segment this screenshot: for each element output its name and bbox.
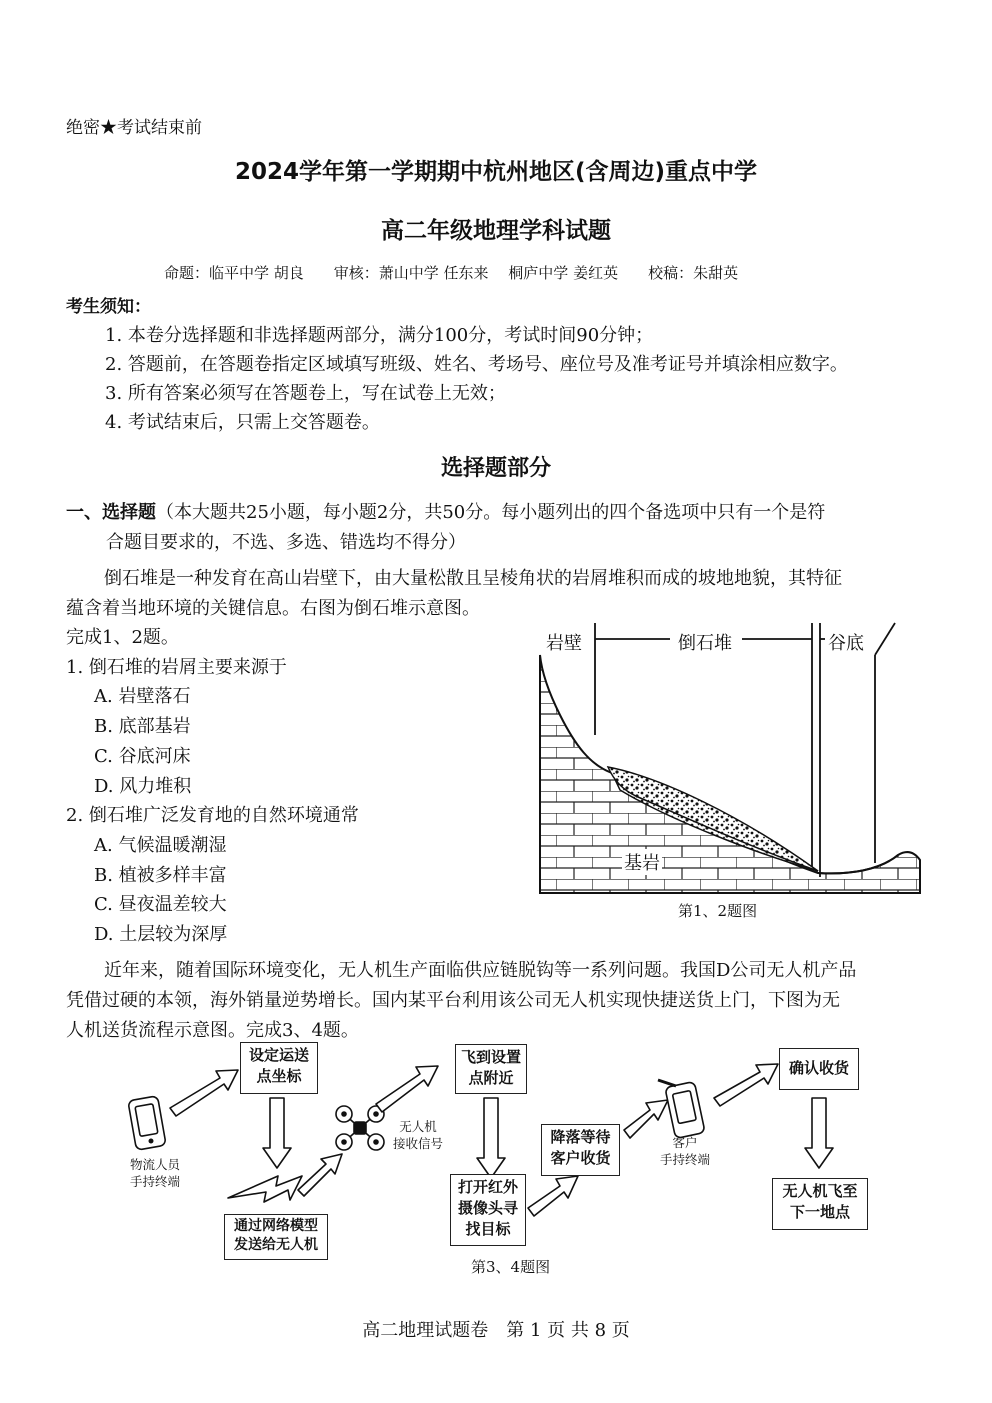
notice-item: 2. 答题前，在答题卷指定区域填写班级、姓名、考场号、座位号及准考证号并填涂相应数字。 <box>105 354 848 375</box>
passage-text: 倒石堆是一种发育在高山岩壁下，由大量松散且呈棱角状的岩屑堆积而成的坡地地貌，其特征 <box>104 568 842 589</box>
label-talus: 倒石堆 <box>678 629 732 655</box>
passage-text: 蕴含着当地环境的关键信息。右图为倒石堆示意图。 <box>66 598 480 619</box>
drone-icon <box>336 1106 384 1150</box>
step-send-network: 通过网络模型 发送给无人机 <box>224 1214 328 1260</box>
part-desc: （本大题共25小题，每小题2分，共50分。每小题列出的四个备选项中只有一个是符 <box>156 502 826 523</box>
fig1-caption: 第1、2题图 <box>678 902 758 920</box>
drone-receive-label: 无人机 接收信号 <box>392 1119 443 1151</box>
page-footer: 高二地理试题卷 第 1 页 共 8 页 <box>362 1320 630 1341</box>
option: D. 风力堆积 <box>94 776 192 797</box>
exam-title: 2024学年第一学期期中杭州地区(含周边)重点中学 <box>234 159 758 185</box>
phone-icon <box>658 1080 705 1139</box>
notice-heading: 考生须知： <box>66 297 151 317</box>
passage-text: 完成1、2题。 <box>66 627 179 648</box>
step-infrared-camera: 打开红外 摄像头寻 找目标 <box>450 1174 526 1246</box>
confidential-mark: 绝密★考试结束前 <box>66 118 202 138</box>
notice-item: 3. 所有答案必须写在答题卷上，写在试卷上无效； <box>105 383 506 404</box>
phone-icon <box>128 1096 166 1150</box>
customer-terminal-label: 客户 手持终端 <box>659 1135 710 1167</box>
part-intro <box>66 498 825 524</box>
part-desc-cont: 合题目要求的，不选、多选、错选均不得分） <box>106 532 466 553</box>
step-next-location: 无人机飞至 下一地点 <box>772 1178 868 1230</box>
label-cliff: 岩壁 <box>546 629 582 655</box>
logistics-terminal-label: 物流人员 手持终端 <box>129 1157 180 1189</box>
option: A. 气候温暖潮湿 <box>94 835 227 856</box>
option: A. 岩壁落石 <box>94 686 191 707</box>
question-stem: 2. 倒石堆广泛发育地的自然环境通常 <box>66 805 359 826</box>
option: C. 谷底河床 <box>94 746 191 767</box>
label-valley: 谷底 <box>828 629 864 655</box>
exam-subtitle: 高二年级地理学科试题 <box>381 218 611 244</box>
step-confirm-receipt: 确认收货 <box>779 1048 859 1090</box>
notice-item: 4. 考试结束后，只需上交答题卷。 <box>105 412 380 433</box>
fig2-caption: 第3、4题图 <box>471 1258 551 1276</box>
option: B. 底部基岩 <box>94 716 191 737</box>
talus-diagram <box>520 615 930 900</box>
notice-item: 1. 本卷分选择题和非选择题两部分，满分100分，考试时间90分钟； <box>105 325 654 346</box>
credits-line: 命题：临平中学 胡良 审核：萧山中学 任东来 桐庐中学 姜红英 校稿：朱甜英 <box>164 264 739 282</box>
section-title: 选择题部分 <box>440 456 551 481</box>
passage-text: 凭借过硬的本领，海外销量逆势增长。国内某平台利用该公司无人机实现快捷送货上门，下图为无 <box>66 990 840 1011</box>
question-stem: 1. 倒石堆的岩屑主要来源于 <box>66 657 287 678</box>
option: C. 昼夜温差较大 <box>94 894 227 915</box>
step-land-wait: 降落等待 客户收货 <box>541 1124 620 1176</box>
passage-text: 近年来，随着国际环境变化，无人机生产面临供应链脱钩等一系列问题。我国D公司无人机产品 <box>104 960 857 981</box>
option: D. 土层较为深厚 <box>94 924 228 945</box>
option: B. 植被多样丰富 <box>94 865 227 886</box>
label-bedrock: 基岩 <box>622 849 662 875</box>
passage-text: 人机送货流程示意图。完成3、4题。 <box>66 1020 359 1041</box>
step-fly-near: 飞到设置 点附近 <box>455 1044 527 1094</box>
part-label: 一、选择题 <box>66 502 156 523</box>
step-set-coordinates: 设定运送 点坐标 <box>240 1042 318 1094</box>
